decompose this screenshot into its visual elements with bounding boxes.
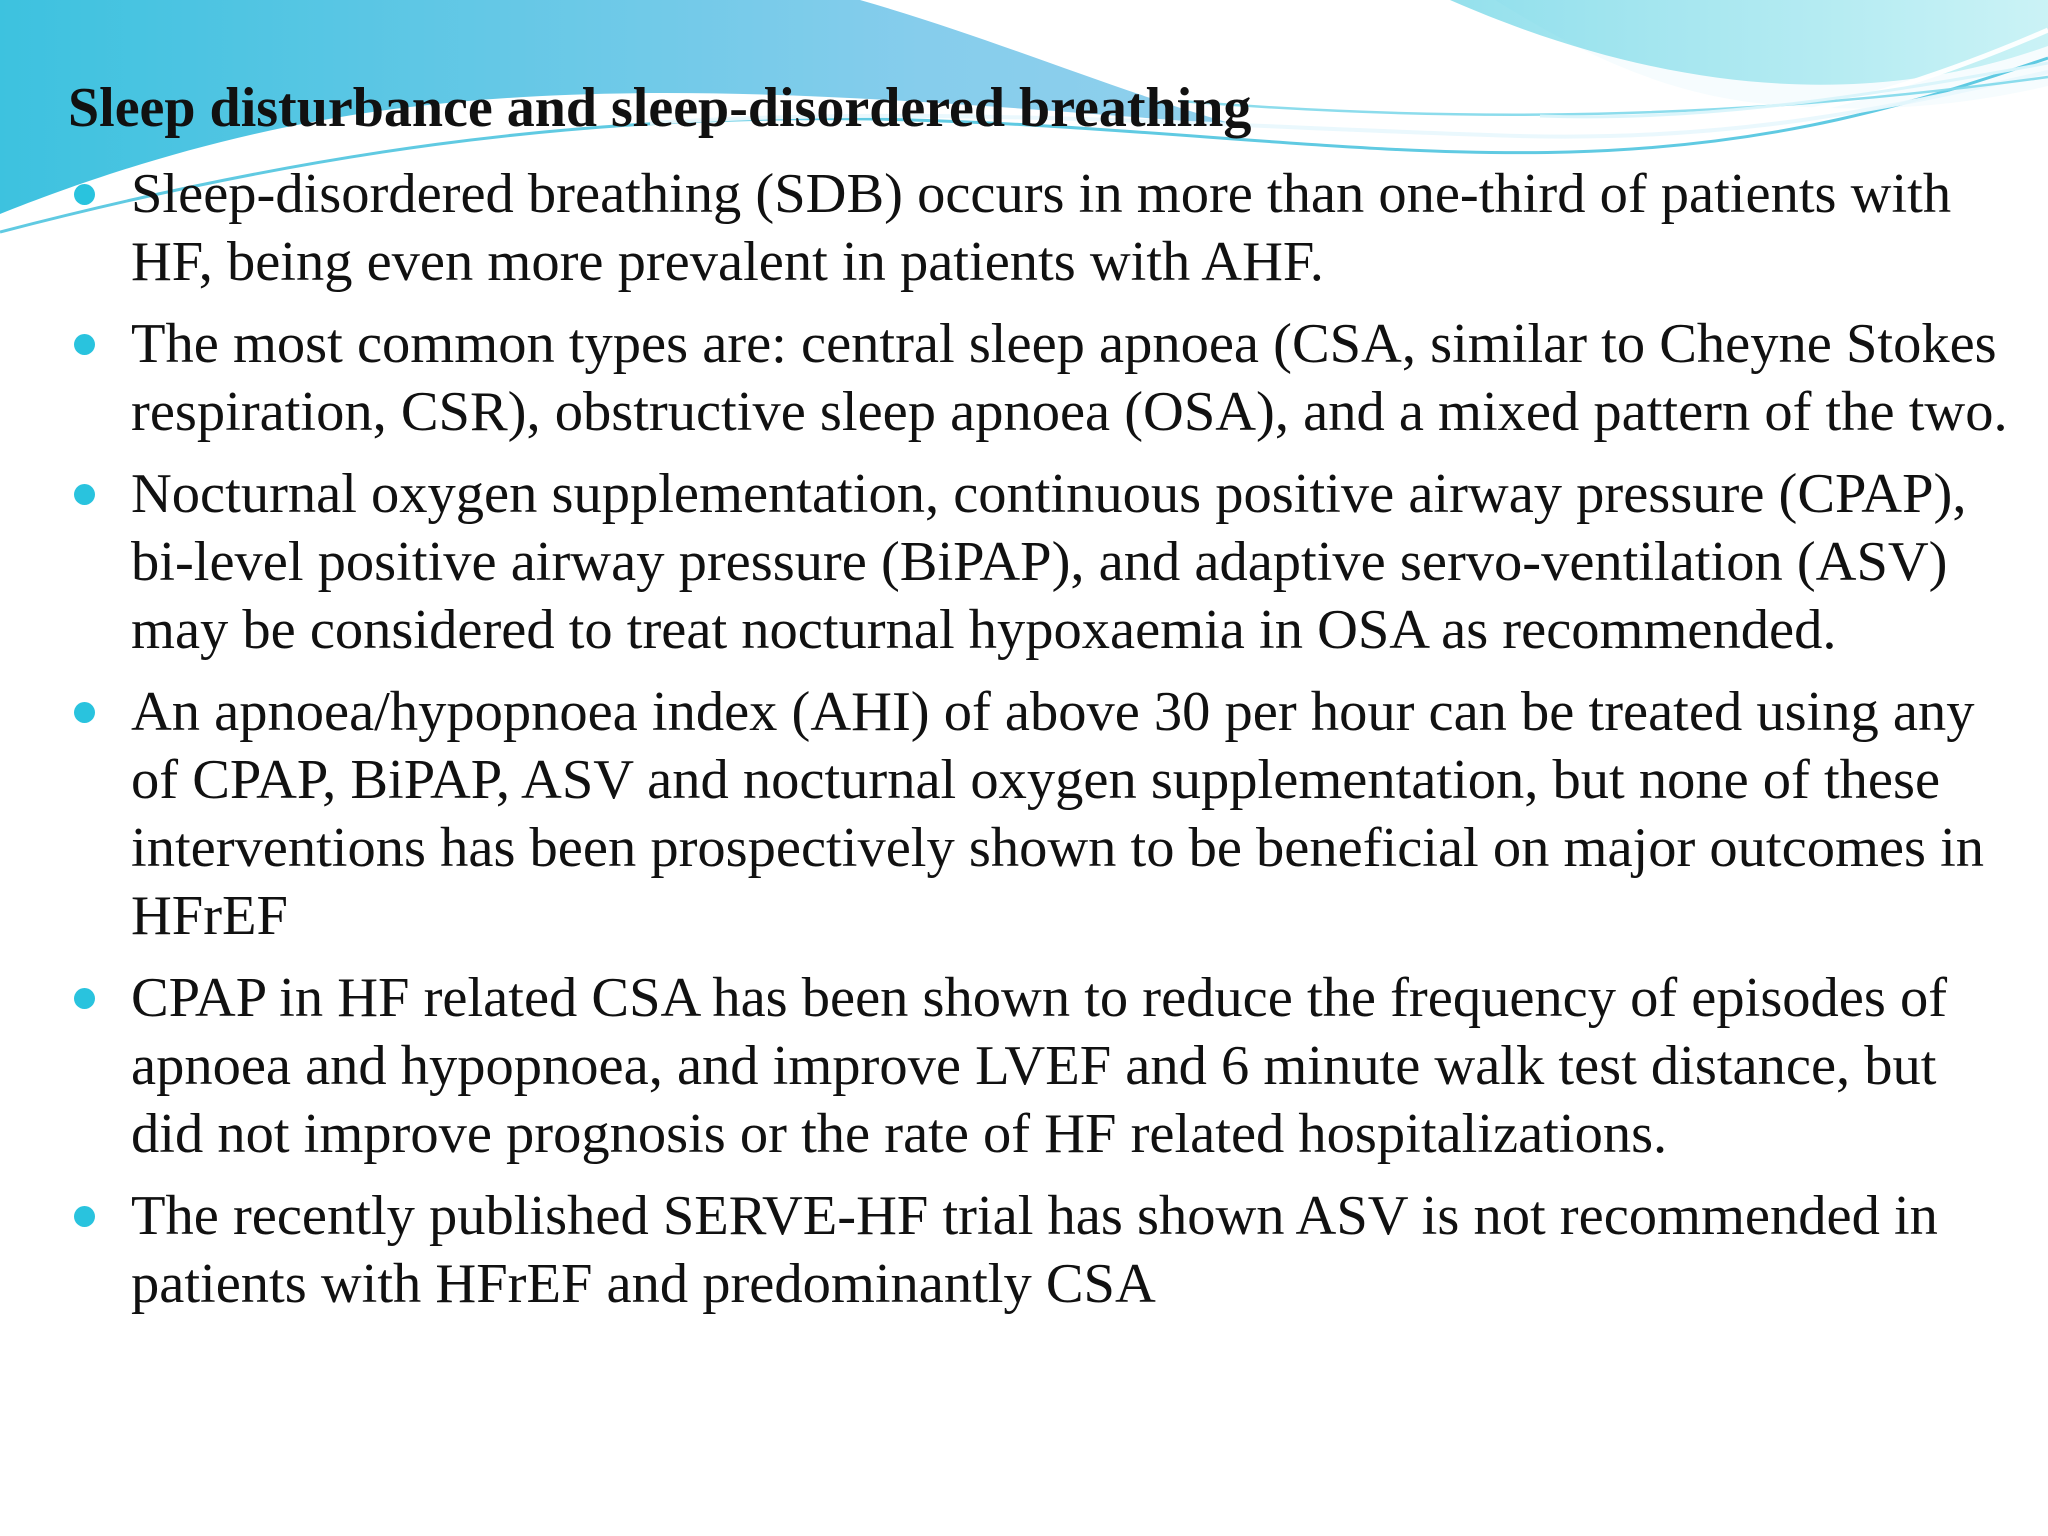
bullet-marker-icon bbox=[74, 988, 95, 1009]
bullet-item-ahi-treatment bbox=[0, 678, 2048, 950]
bullet-text: CPAP in HF related CSA has been shown to reduce the frequency of episodes of apnoea and hypopnoea, and improve LVEF and 6 minute walk test distance, but did not improve prognosis or the rate of HF related hospitalizations. bbox=[131, 967, 1948, 1165]
bullet-item-sdb-prevalence bbox=[0, 160, 2048, 296]
bullet-item-common-types bbox=[0, 310, 2048, 446]
bullet-text: An apnoea/hypopnoea index (AHI) of above 30 per hour can be treated using any of CPAP, BiPAP, ASV and nocturnal oxygen supplementation, but none of these interventions has been prospectively shown to be beneficial on major outcomes in HFrEF bbox=[131, 681, 1985, 947]
bullet-text: Sleep-disordered breathing (SDB) occurs in more than one-third of patients with HF, being even more prevalent in patients with AHF. bbox=[131, 163, 1952, 293]
slide-title: Sleep disturbance and sleep-disordered breathing bbox=[68, 77, 1252, 139]
bullet-marker-icon bbox=[74, 334, 95, 355]
bullet-list bbox=[0, 160, 2048, 1318]
bullet-marker-icon bbox=[74, 484, 95, 505]
bullet-item-serve-hf bbox=[0, 1182, 2048, 1318]
bullet-text: The recently published SERVE-HF trial has shown ASV is not recommended in patients with HFrEF and predominantly CSA bbox=[131, 1185, 1938, 1315]
bullet-marker-icon bbox=[74, 702, 95, 723]
bullet-item-treatment-options bbox=[0, 460, 2048, 664]
bullet-marker-icon bbox=[74, 1206, 95, 1227]
bullet-item-cpap-csa bbox=[0, 964, 2048, 1168]
bullet-text: The most common types are: central sleep apnoea (CSA, similar to Cheyne Stokes respiration, CSR), obstructive sleep apnoea (OSA), and a mixed pattern of the two. bbox=[131, 313, 2008, 443]
bullet-text: Nocturnal oxygen supplementation, continuous positive airway pressure (CPAP), bi-level positive airway pressure (BiPAP), and adaptive servo-ventilation (ASV) may be considered to treat nocturnal hypoxaemia in OSA as recommended. bbox=[131, 463, 1967, 661]
bullet-marker-icon bbox=[74, 184, 95, 205]
